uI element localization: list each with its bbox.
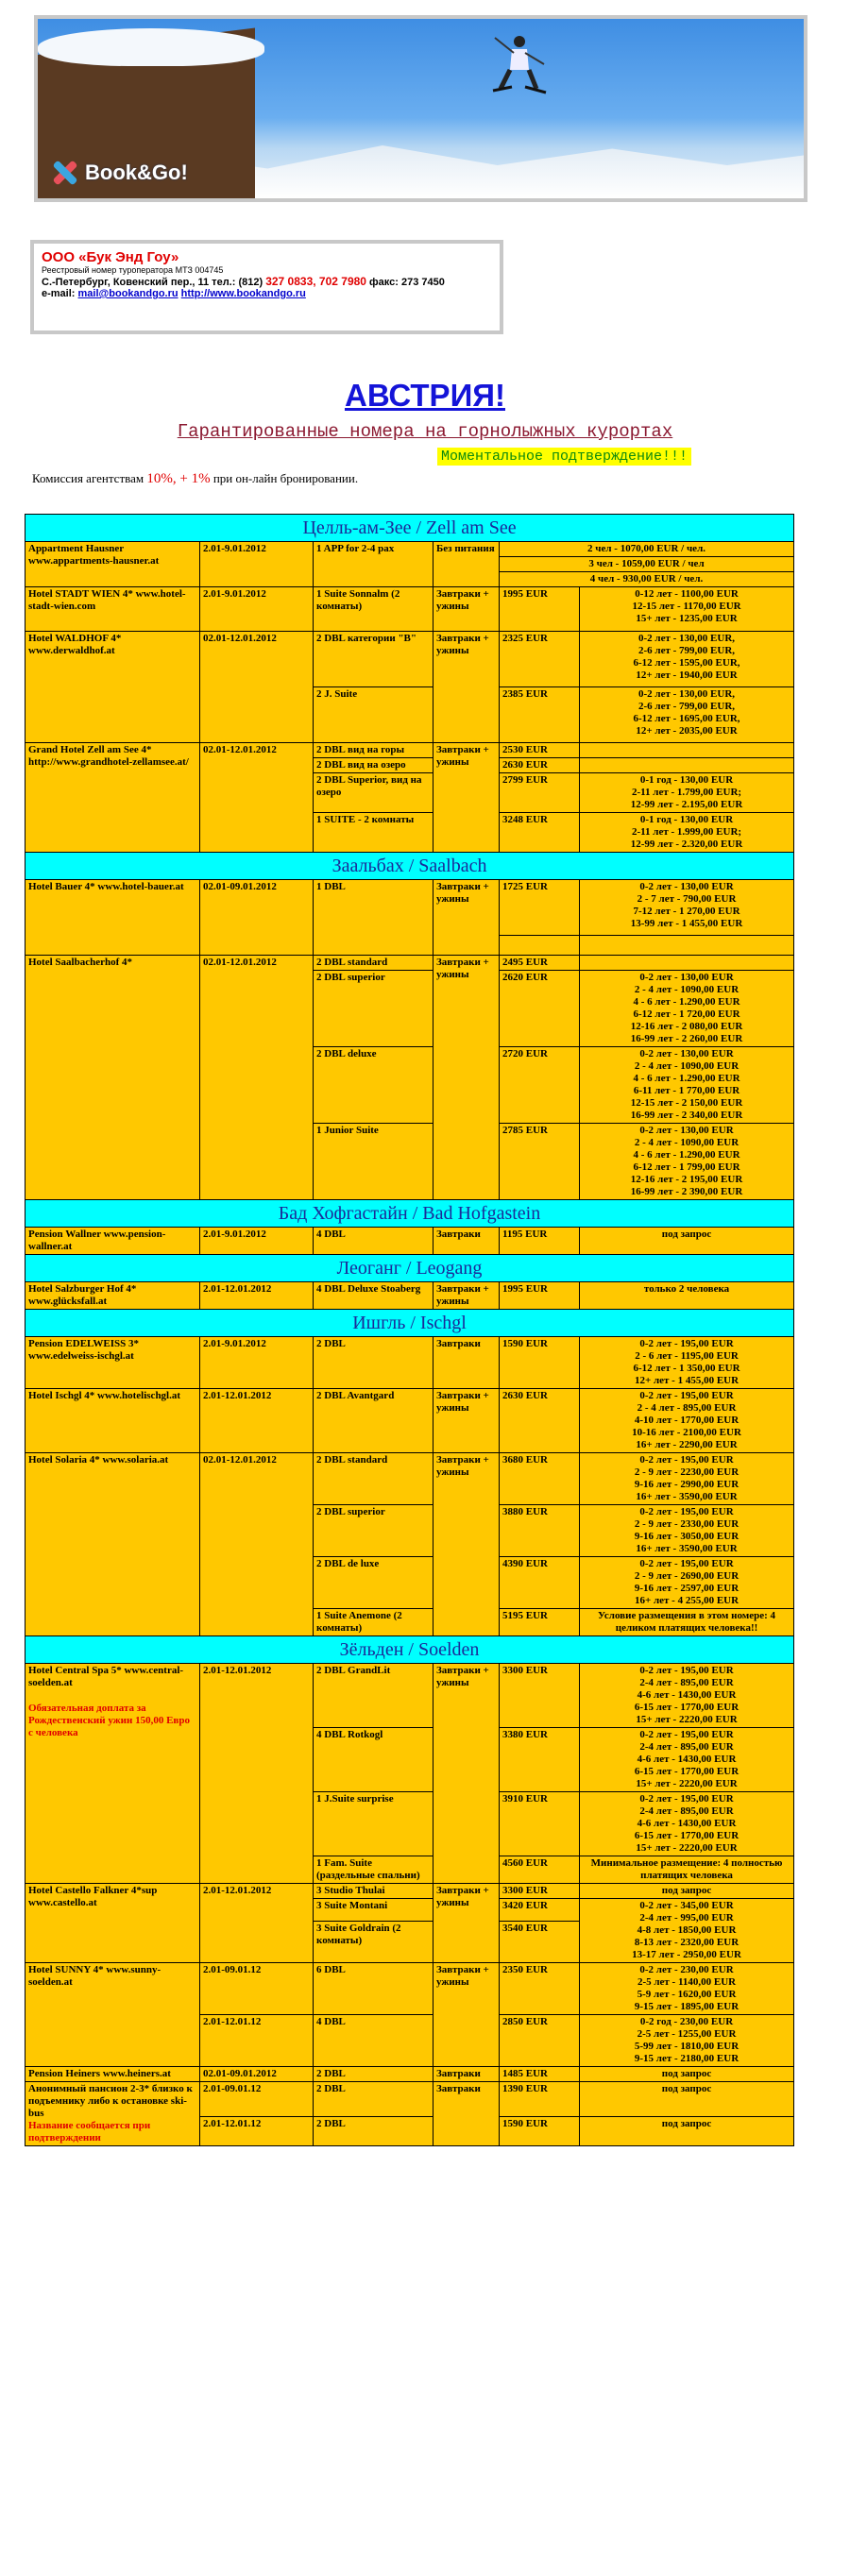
- table-cell: Завтраки + ужины: [434, 1664, 500, 1884]
- table-cell: Hotel SUNNY 4* www.sunny-soelden.at: [26, 1963, 200, 2067]
- table-row: [26, 1884, 794, 1899]
- table-cell: Pension EDELWEISS 3* www.edelweiss-ischgl.at: [26, 1337, 200, 1389]
- table-row: [26, 1664, 794, 1728]
- table-cell: 2.01-12.01.2012: [200, 1389, 314, 1453]
- table-cell: 3300 EUR: [500, 1664, 580, 1728]
- table-cell: Завтраки: [434, 2082, 500, 2146]
- table-cell: Hotel Ischgl 4* www.hotelischgl.at: [26, 1389, 200, 1453]
- table-cell: 1995 EUR: [500, 1282, 580, 1310]
- table-cell: 4560 EUR: [500, 1856, 580, 1884]
- table-cell: 0-1 год - 130,00 EUR 2-11 лет - 1.799,00 EUR; 12-99 лет - 2.195,00 EUR: [580, 773, 794, 813]
- table-cell: 3 чел - 1059,00 EUR / чел: [500, 557, 794, 572]
- table-cell: 02.01-09.01.2012: [200, 2067, 314, 2082]
- table-cell: Завтраки + ужины: [434, 632, 500, 743]
- table-cell: 1195 EUR: [500, 1228, 580, 1255]
- table-cell: 1995 EUR: [500, 587, 580, 632]
- table-cell: 0-2 лет - 195,00 EUR 2 - 9 лет - 2690,00 EUR 9-16 лет - 2597,00 EUR 16+ лет - 4 255,00 EUR: [580, 1557, 794, 1609]
- table-cell: 2325 EUR: [500, 632, 580, 687]
- table-cell: 02.01-09.01.2012: [200, 880, 314, 956]
- table-cell: 2.01-09.01.12: [200, 2082, 314, 2117]
- table-cell: Hotel STADT WIEN 4* www.hotel-stadt-wien.com: [26, 587, 200, 632]
- snow-roof-image: [38, 28, 264, 66]
- table-cell: 3 Studio Thulai: [314, 1884, 434, 1899]
- table-cell: 3 Suite Goldrain (2 комнаты): [314, 1922, 434, 1963]
- email-link[interactable]: mail@bookandgo.ru: [77, 288, 178, 299]
- table-cell: 2.01-9.01.2012: [200, 1337, 314, 1389]
- table-cell: 2385 EUR: [500, 687, 580, 743]
- hotel-note: Обязательная доплата за Рождественский ужин 150,00 Евро с человека: [28, 1703, 190, 1738]
- table-cell: Завтраки: [434, 1337, 500, 1389]
- table-cell: 4390 EUR: [500, 1557, 580, 1609]
- table-cell: Зёльден / Soelden: [26, 1636, 794, 1664]
- table-row: [26, 542, 794, 557]
- table-cell: 2720 EUR: [500, 1047, 580, 1124]
- table-cell: Pension Heiners www.heiners.at: [26, 2067, 200, 2082]
- company-contacts: [42, 288, 492, 299]
- table-cell: Завтраки + ужины: [434, 743, 500, 853]
- table-cell: 0-2 лет - 195,00 EUR 2 - 4 лет - 895,00 EUR 4-10 лет - 1770,00 EUR 10-16 лет - 2100,00 EUR 16+ лет - 2290,00 EUR: [580, 1389, 794, 1453]
- table-cell: Завтраки: [434, 1228, 500, 1255]
- table-cell: 0-1 год - 130,00 EUR 2-11 лет - 1.999,00 EUR; 12-99 лет - 2.320,00 EUR: [580, 813, 794, 853]
- table-cell: 4 DBL Rotkogl: [314, 1728, 434, 1792]
- table-cell: 2 DBL: [314, 1337, 434, 1389]
- table-cell: 02.01-12.01.2012: [200, 743, 314, 853]
- table-cell: 3 Suite Montani: [314, 1899, 434, 1922]
- table-row: [26, 587, 794, 632]
- table-cell: 1 DBL: [314, 880, 434, 956]
- table-row: [26, 956, 794, 971]
- table-cell: 2630 EUR: [500, 1389, 580, 1453]
- company-address: [42, 275, 492, 288]
- table-cell: 02.01-12.01.2012: [200, 956, 314, 1200]
- table-cell: 2 DBL standard: [314, 1453, 434, 1505]
- table-cell: Завтраки + ужины: [434, 1282, 500, 1310]
- table-cell: Appartment Hausner www.appartments-hausner.at: [26, 542, 200, 587]
- table-cell: 2 DBL superior: [314, 1505, 434, 1557]
- table-cell: Hotel Bauer 4* www.hotel-bauer.at: [26, 880, 200, 956]
- table-cell: 2.01-12.01.12: [200, 2015, 314, 2067]
- table-row: [26, 632, 794, 687]
- table-cell: 2.01-09.01.12: [200, 1963, 314, 2015]
- table-cell: 02.01-12.01.2012: [200, 1453, 314, 1636]
- table-cell: Завтраки + ужины: [434, 1884, 500, 1963]
- table-cell: под запрос: [580, 1884, 794, 1899]
- site-link[interactable]: http://www.bookandgo.ru: [180, 288, 306, 299]
- address-text: С.-Петербург, Ковенский пер., 11 тел.: (812): [42, 277, 264, 288]
- table-cell: 2.01-12.01.2012: [200, 1282, 314, 1310]
- table-cell: 0-2 лет - 130,00 EUR 2 - 7 лет - 790,00 EUR 7-12 лет - 1 270,00 EUR 13-99 лет - 1 455,00 EUR: [580, 880, 794, 936]
- table-cell: 2 DBL GrandLit: [314, 1664, 434, 1728]
- table-cell: 2 DBL вид на озеро: [314, 758, 434, 773]
- table-cell: 3680 EUR: [500, 1453, 580, 1505]
- email-label: e-mail:: [42, 288, 76, 299]
- table-cell: 2 DBL superior: [314, 971, 434, 1047]
- table-cell: 2630 EUR: [500, 758, 580, 773]
- table-cell: под запрос: [580, 2067, 794, 2082]
- section-header: [26, 1636, 794, 1664]
- table-cell: 0-2 лет - 195,00 EUR 2 - 6 лет - 1195,00 EUR 6-12 лет - 1 350,00 EUR 12+ лет - 1 455,00 EUR: [580, 1337, 794, 1389]
- table-cell: 0-2 лет - 230,00 EUR 2-5 лет - 1140,00 EUR 5-9 лет - 1620,00 EUR 9-15 лет - 1895,00 EUR: [580, 1963, 794, 2015]
- table-cell: 1590 EUR: [500, 2117, 580, 2146]
- table-cell: 3248 EUR: [500, 813, 580, 853]
- table-cell: Grand Hotel Zell am See 4* http://www.grandhotel-zellamsee.at/: [26, 743, 200, 853]
- table-cell: Pension Wallner www.pension-wallner.at: [26, 1228, 200, 1255]
- table-cell: [580, 758, 794, 773]
- table-cell: Завтраки + ужины: [434, 1453, 500, 1636]
- table-cell: 0-2 лет - 130,00 EUR 2 - 4 лет - 1090,00 EUR 4 - 6 лет - 1.290,00 EUR 6-12 лет - 1 720,00 EUR 12-16 лет - 2 080,00 EUR 16-99 лет - 2 260,00 EUR: [580, 971, 794, 1047]
- page-subtitle: Гарантированные номера на горнолыжных курортах: [177, 421, 673, 442]
- table-cell: Завтраки + ужины: [434, 956, 500, 1200]
- table-cell: 2 DBL de luxe: [314, 1557, 434, 1609]
- table-cell: 0-2 лет - 345,00 EUR 2-4 лет - 995,00 EUR 4-8 лет - 1850,00 EUR 8-13 лет - 2320,00 EUR 13-17 лет - 2950,00 EUR: [580, 1899, 794, 1963]
- table-cell: [26, 1664, 200, 1884]
- table-cell: [26, 2082, 200, 2146]
- table-cell: Hotel Salzburger Hof 4* www.glücksfall.at: [26, 1282, 200, 1310]
- table-cell: 1 APP for 2-4 pax: [314, 542, 434, 587]
- table-cell: 1 Fam. Suite (раздельные спальни): [314, 1856, 434, 1884]
- table-cell: Целль-ам-Зее / Zell am See: [26, 515, 794, 542]
- table-cell: Минимальное размещение: 4 полностью платящих человека: [580, 1856, 794, 1884]
- table-cell: 2.01-9.01.2012: [200, 1228, 314, 1255]
- table-row: [26, 2067, 794, 2082]
- banner: [34, 15, 808, 202]
- table-cell: 4 DBL: [314, 2015, 434, 2067]
- table-cell: 2.01-9.01.2012: [200, 542, 314, 587]
- table-cell: 1725 EUR: [500, 880, 580, 936]
- fax-text: факс: 273 7450: [369, 277, 445, 288]
- table-cell: Hotel Solaria 4* www.solaria.at: [26, 1453, 200, 1636]
- table-cell: под запрос: [580, 2082, 794, 2117]
- table-cell: 2 DBL: [314, 2067, 434, 2082]
- table-cell: 2 DBL вид на горы: [314, 743, 434, 758]
- table-cell: 2350 EUR: [500, 1963, 580, 2015]
- table-cell: 1 Junior Suite: [314, 1124, 434, 1200]
- table-cell: 2 DBL: [314, 2117, 434, 2146]
- table-cell: 2.01-12.01.2012: [200, 1664, 314, 1884]
- table-cell: 3300 EUR: [500, 1884, 580, 1899]
- table-cell: [580, 956, 794, 971]
- company-reg: Реестровый номер туроператора МТЗ 004745: [42, 265, 224, 275]
- table-cell: Заальбах / Saalbach: [26, 853, 794, 880]
- table-cell: 2530 EUR: [500, 743, 580, 758]
- table-cell: 2 DBL deluxe: [314, 1047, 434, 1124]
- table-cell: 2799 EUR: [500, 773, 580, 813]
- table-cell: 1485 EUR: [500, 2067, 580, 2082]
- table-cell: под запрос: [580, 2117, 794, 2146]
- table-cell: 0-2 лет - 195,00 EUR 2 - 9 лет - 2330,00 EUR 9-16 лет - 3050,00 EUR 16+ лет - 3590,00 EUR: [580, 1505, 794, 1557]
- table-cell: [580, 936, 794, 956]
- table-cell: Завтраки + ужины: [434, 587, 500, 632]
- table-cell: 0-2 год - 230,00 EUR 2-5 лет - 1255,00 EUR 5-99 лет - 1810,00 EUR 9-15 лет - 2180,00 EUR: [580, 2015, 794, 2067]
- hotel-name: Hotel Central Spa 5* www.central-soelden.at: [28, 1665, 184, 1688]
- hotel-note: Название сообщается при подтверждении: [28, 2120, 151, 2144]
- table-row: [26, 2082, 794, 2117]
- table-cell: [580, 743, 794, 758]
- company-block: [30, 240, 503, 334]
- instant-confirmation-badge: Моментальное подтверждение!!!: [437, 448, 691, 466]
- table-cell: Бад Хофгастайн / Bad Hofgastein: [26, 1200, 794, 1228]
- table-cell: 0-2 лет - 130,00 EUR, 2-6 лет - 799,00 EUR, 6-12 лет - 1695,00 EUR, 12+ лет - 2035,00 EUR: [580, 687, 794, 743]
- table-cell: Завтраки + ужины: [434, 1963, 500, 2067]
- table-cell: 4 DBL Deluxe Stoaberg: [314, 1282, 434, 1310]
- table-cell: 2 чел - 1070,00 EUR / чел.: [500, 542, 794, 557]
- table-cell: 0-12 лет - 1100,00 EUR 12-15 лет - 1170,00 EUR 15+ лет - 1235,00 EUR: [580, 587, 794, 632]
- section-header: [26, 1200, 794, 1228]
- table-cell: 2 DBL standard: [314, 956, 434, 971]
- table-cell: 2 DBL категории "B": [314, 632, 434, 687]
- table-cell: 5195 EUR: [500, 1609, 580, 1636]
- page-title: АВСТРИЯ!: [344, 378, 505, 413]
- table-cell: 2.01-9.01.2012: [200, 587, 314, 632]
- table-cell: 1 J.Suite surprise: [314, 1792, 434, 1856]
- logo: [51, 159, 188, 187]
- section-header: [26, 1310, 794, 1337]
- hotel-price-table: [25, 514, 794, 2146]
- table-cell: Завтраки: [434, 2067, 500, 2082]
- table-cell: 3910 EUR: [500, 1792, 580, 1856]
- table-cell: 0-2 лет - 195,00 EUR 2-4 лет - 895,00 EUR 4-6 лет - 1430,00 EUR 6-15 лет - 1770,00 EUR 15+ лет - 2220,00 EUR: [580, 1792, 794, 1856]
- table-row: [26, 1282, 794, 1310]
- table-cell: Ишгль / Ischgl: [26, 1310, 794, 1337]
- table-cell: 1 Suite Anemone (2 комнаты): [314, 1609, 434, 1636]
- table-cell: 0-2 лет - 195,00 EUR 2-4 лет - 895,00 EUR 4-6 лет - 1430,00 EUR 6-15 лет - 1770,00 EUR 15+ лет - 2220,00 EUR: [580, 1728, 794, 1792]
- table-cell: [500, 936, 580, 956]
- table-cell: только 2 человека: [580, 1282, 794, 1310]
- table-cell: 2620 EUR: [500, 971, 580, 1047]
- table-cell: 3880 EUR: [500, 1505, 580, 1557]
- table-row: [26, 1389, 794, 1453]
- table-cell: 0-2 лет - 130,00 EUR 2 - 4 лет - 1090,00 EUR 4 - 6 лет - 1.290,00 EUR 6-12 лет - 1 799,00 EUR 12-16 лет - 2 195,00 EUR 16-99 лет - 2 390,00 EUR: [580, 1124, 794, 1200]
- table-cell: 3420 EUR: [500, 1899, 580, 1922]
- table-cell: 6 DBL: [314, 1963, 434, 2015]
- table-cell: 2850 EUR: [500, 2015, 580, 2067]
- table-cell: Леоганг / Leogang: [26, 1255, 794, 1282]
- table-cell: 2785 EUR: [500, 1124, 580, 1200]
- table-row: [26, 1337, 794, 1389]
- hotel-name: Анонимный пансион 2-3* близко к подъемнику либо к остановке ski-bus: [28, 2083, 193, 2119]
- table-cell: 2.01-12.01.2012: [200, 1884, 314, 1963]
- table-row: [26, 1963, 794, 2015]
- table-cell: 2495 EUR: [500, 956, 580, 971]
- table-cell: 4 чел - 930,00 EUR / чел.: [500, 572, 794, 587]
- table-cell: 2 J. Suite: [314, 687, 434, 743]
- commission-text: Комиссия агентствам 10%, + 1% при он-лайн бронировании.: [32, 471, 359, 486]
- logo-mark-icon: [51, 159, 79, 187]
- table-cell: 02.01-12.01.2012: [200, 632, 314, 743]
- table-row: [26, 743, 794, 758]
- table-cell: Hotel Castello Falkner 4*sup www.castello.at: [26, 1884, 200, 1963]
- table-cell: 0-2 лет - 130,00 EUR 2 - 4 лет - 1090,00 EUR 4 - 6 лет - 1.290,00 EUR 6-11 лет - 1 770,00 EUR 12-15 лет - 2 150,00 EUR 16-99 лет - 2 340,00 EUR: [580, 1047, 794, 1124]
- company-name: ООО «Бук Энд Гоу»: [42, 249, 179, 265]
- table-cell: 1390 EUR: [500, 2082, 580, 2117]
- table-cell: 2 DBL Superior, вид на озеро: [314, 773, 434, 813]
- table-cell: 3540 EUR: [500, 1922, 580, 1963]
- table-cell: 2 DBL: [314, 2082, 434, 2117]
- commission-value: 10%, + 1%: [146, 471, 211, 486]
- table-cell: 3380 EUR: [500, 1728, 580, 1792]
- skier-icon: [491, 32, 548, 98]
- logo-text: Book&Go!: [85, 161, 188, 184]
- table-cell: 1 Suite Sonnalm (2 комнаты): [314, 587, 434, 632]
- section-header: [26, 853, 794, 880]
- table-cell: Условие размещения в этом номере: 4 целиком платящих человека!!: [580, 1609, 794, 1636]
- table-row: [26, 880, 794, 936]
- table-cell: 0-2 лет - 130,00 EUR, 2-6 лет - 799,00 EUR, 6-12 лет - 1595,00 EUR, 12+ лет - 1940,00 EUR: [580, 632, 794, 687]
- section-header: [26, 515, 794, 542]
- table-cell: 2 DBL Avantgard: [314, 1389, 434, 1453]
- table-cell: 4 DBL: [314, 1228, 434, 1255]
- table-cell: 0-2 лет - 195,00 EUR 2 - 9 лет - 2230,00 EUR 9-16 лет - 2990,00 EUR 16+ лет - 3590,00 EUR: [580, 1453, 794, 1505]
- table-row: [26, 1228, 794, 1255]
- table-cell: Без питания: [434, 542, 500, 587]
- table-cell: Hotel Saalbacherhof 4*: [26, 956, 200, 1200]
- table-cell: 1590 EUR: [500, 1337, 580, 1389]
- table-cell: 0-2 лет - 195,00 EUR 2-4 лет - 895,00 EUR 4-6 лет - 1430,00 EUR 6-15 лет - 1770,00 EUR 15+ лет - 2220,00 EUR: [580, 1664, 794, 1728]
- table-cell: Hotel WALDHOF 4* www.derwaldhof.at: [26, 632, 200, 743]
- table-cell: Завтраки + ужины: [434, 1389, 500, 1453]
- table-row: [26, 1453, 794, 1505]
- section-header: [26, 1255, 794, 1282]
- table-cell: под запрос: [580, 1228, 794, 1255]
- table-cell: Завтраки + ужины: [434, 880, 500, 956]
- phones-text: 327 0833, 702 7980: [265, 275, 366, 288]
- table-cell: 2.01-12.01.12: [200, 2117, 314, 2146]
- table-cell: 1 SUITE - 2 комнаты: [314, 813, 434, 853]
